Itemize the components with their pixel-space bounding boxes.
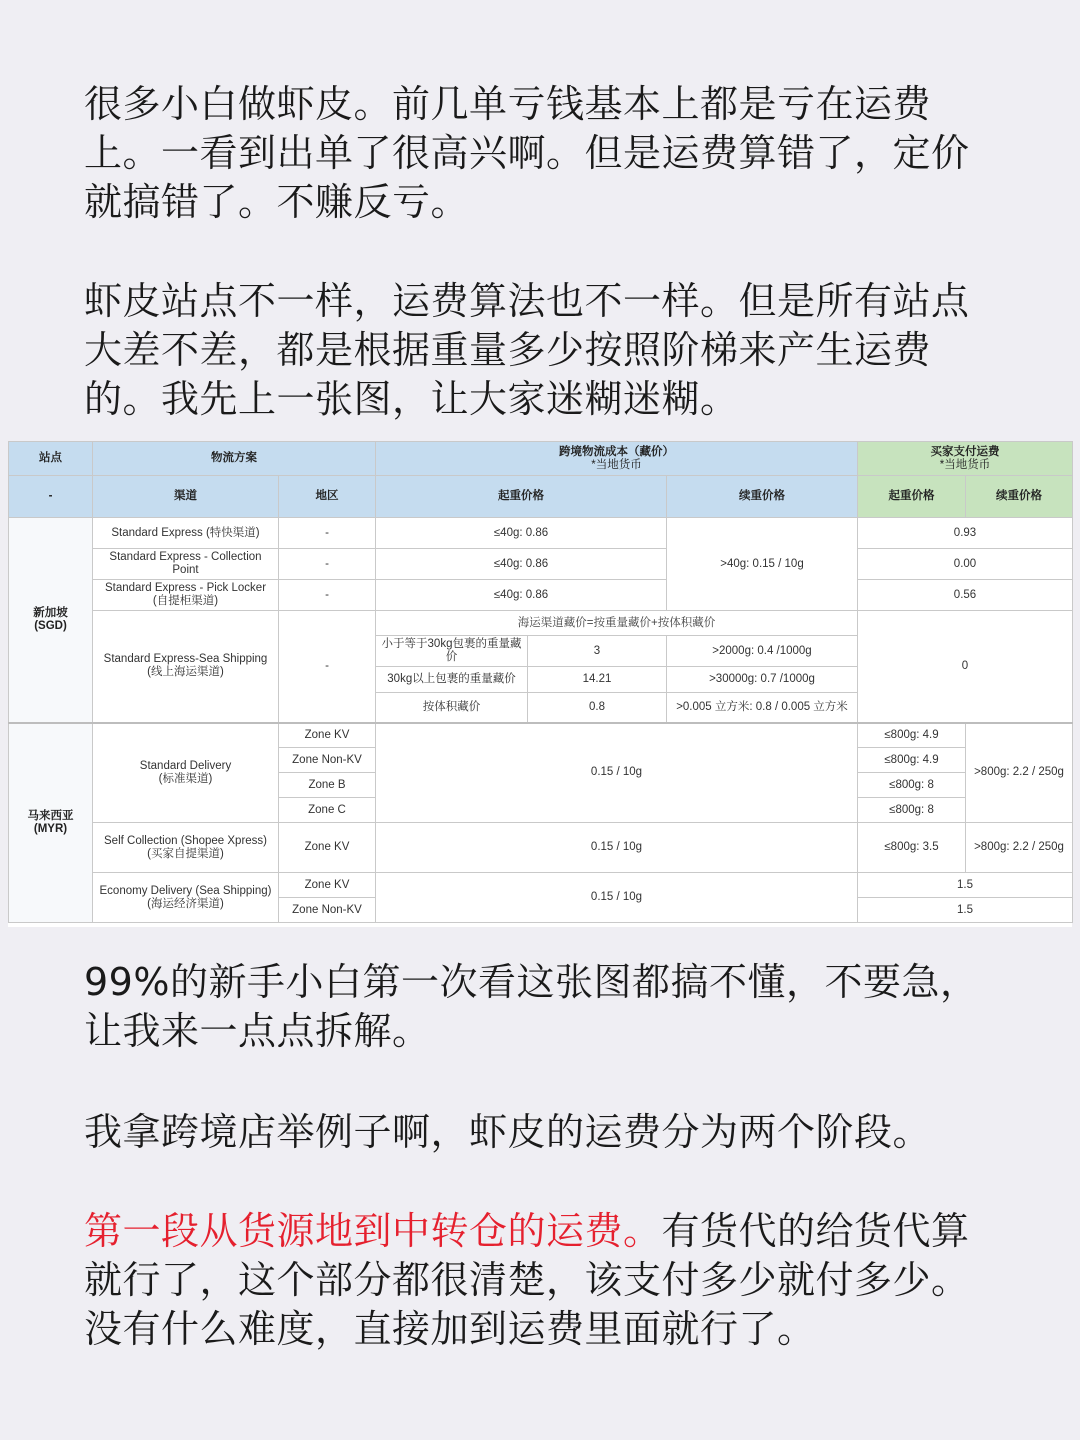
- site-singapore-name: 新加坡: [33, 606, 68, 619]
- my-standard-buyer-start-2: ≤800g: 4.9: [858, 748, 966, 773]
- header-site: 站点: [9, 442, 93, 476]
- header-buyer-start: 起重价格: [858, 476, 966, 518]
- sg-sea-start-3: 0.8: [528, 693, 667, 723]
- outro-paragraph-1: 99%的新手小白第一次看这张图都搞不懂，不要急，让我来一点点拆解。: [84, 960, 979, 1053]
- highlight-text: 第一段从货源地到中转仓的运费。: [84, 1209, 662, 1253]
- site-singapore: [9, 518, 93, 723]
- shipping-fee-table: [8, 441, 1072, 927]
- paragraph-rest-text: 有货代的给货代算就行了，这个部分都很清楚，该支付多少就付多少。没有什么难度，直接加到运费里面就行了。: [84, 1209, 970, 1351]
- sg-sea-formula: 海运渠道藏价=按重量藏价+按体积藏价: [376, 611, 858, 636]
- sg-region-1: -: [279, 518, 376, 549]
- sg-buyer-1: 0.93: [858, 518, 1073, 549]
- my-standard-buyer-start-1: ≤800g: 4.9: [858, 723, 966, 748]
- site-singapore-code: (SGD): [34, 619, 67, 632]
- header-cont-price: 续重价格: [667, 476, 858, 518]
- my-standard-cost: 0.15 / 10g: [376, 723, 858, 823]
- sg-sea-label-2: 30kg以上包裹的重量藏价: [376, 667, 528, 693]
- sg-buyer-2: 0.00: [858, 549, 1073, 580]
- my-standard-channel-en: Standard Delivery: [139, 759, 232, 772]
- my-self-buyer-start: ≤800g: 3.5: [858, 823, 966, 873]
- sg-channel-3: [93, 580, 279, 611]
- my-standard-zone-4: Zone C: [279, 798, 376, 823]
- my-economy-channel: [93, 873, 279, 923]
- header-buyer-cont: 续重价格: [966, 476, 1073, 518]
- header-channel: 渠道: [93, 476, 279, 518]
- sg-region-2: -: [279, 549, 376, 580]
- sg-sea-label-1: 小于等于30kg包裹的重量藏价: [376, 636, 528, 667]
- sg-sea-channel: [93, 611, 279, 723]
- outro-paragraph-3: [84, 1207, 1004, 1354]
- sg-channel-3-cn: (自提柜渠道): [152, 595, 219, 607]
- my-self-channel: [93, 823, 279, 873]
- my-standard-zone-1: Zone KV: [279, 723, 376, 748]
- header-cost: [376, 442, 858, 476]
- fee-table: [8, 441, 1073, 923]
- my-standard-buyer-start-4: ≤800g: 8: [858, 798, 966, 823]
- sg-express-cont: >40g: 0.15 / 10g: [667, 518, 858, 611]
- my-standard-channel: [93, 723, 279, 823]
- header-plan: 物流方案: [93, 442, 376, 476]
- my-self-cost: 0.15 / 10g: [376, 823, 858, 873]
- sg-sea-cont-1: >2000g: 0.4 /1000g: [667, 636, 858, 667]
- sg-start-1: ≤40g: 0.86: [376, 518, 667, 549]
- my-standard-zone-3: Zone B: [279, 773, 376, 798]
- sg-sea-cont-3: >0.005 立方米: 0.8 / 0.005 立方米: [667, 693, 858, 723]
- header-region: 地区: [279, 476, 376, 518]
- header-cost-sub: *当地货币: [591, 458, 642, 471]
- sg-start-2: ≤40g: 0.86: [376, 549, 667, 580]
- my-economy-channel-en: Economy Delivery (Sea Shipping): [99, 884, 272, 897]
- my-economy-channel-cn: (海运经济渠道): [147, 897, 224, 910]
- site-malaysia: [9, 723, 93, 923]
- sg-sea-channel-cn: (线上海运渠道): [147, 666, 224, 679]
- sg-buyer-3: 0.56: [858, 580, 1073, 611]
- my-standard-buyer-start-3: ≤800g: 8: [858, 773, 966, 798]
- my-economy-cost: 0.15 / 10g: [376, 873, 858, 923]
- sg-channel-3-en: Standard Express - Pick Locker: [104, 582, 267, 594]
- my-economy-buyer-1: 1.5: [858, 873, 1073, 898]
- site-malaysia-code: (MYR): [33, 822, 68, 835]
- header-start-price: 起重价格: [376, 476, 667, 518]
- sg-start-3: ≤40g: 0.86: [376, 580, 667, 611]
- sg-sea-cont-2: >30000g: 0.7 /1000g: [667, 667, 858, 693]
- intro-paragraph-1: 很多小白做虾皮。前几单亏钱基本上都是亏在运费上。一看到出单了很高兴啊。但是运费算错了，定价就搞错了。不赚反亏。: [84, 82, 970, 224]
- header-buyer: [858, 442, 1073, 476]
- sg-sea-buyer: 0: [858, 611, 1073, 723]
- header-dash: -: [9, 476, 93, 518]
- my-self-channel-en: Self Collection (Shopee Xpress): [104, 834, 267, 847]
- header-buyer-title: 买家支付运费: [930, 445, 1000, 458]
- site-malaysia-name: 马来西亚: [27, 809, 74, 822]
- my-economy-zone-2: Zone Non-KV: [279, 898, 376, 923]
- outro-paragraph-2: 我拿跨境店举例子啊，虾皮的运费分为两个阶段。: [84, 1110, 932, 1154]
- sg-sea-start-1: 3: [528, 636, 667, 667]
- sg-region-3: -: [279, 580, 376, 611]
- header-buyer-sub: *当地货币: [939, 458, 991, 471]
- my-standard-channel-cn: (标准渠道): [158, 772, 213, 785]
- sg-sea-start-2: 14.21: [528, 667, 667, 693]
- my-economy-zone-1: Zone KV: [279, 873, 376, 898]
- my-self-zone: Zone KV: [279, 823, 376, 873]
- sg-sea-channel-en: Standard Express-Sea Shipping: [103, 653, 268, 666]
- my-self-channel-cn: (买家自提渠道): [147, 847, 224, 860]
- my-economy-buyer-2: 1.5: [858, 898, 1073, 923]
- intro-paragraph-2: 虾皮站点不一样，运费算法也不一样。但是所有站点大差不差，都是根据重量多少按照阶梯来产生运费的。我先上一张图，让大家迷糊迷糊。: [84, 279, 970, 421]
- my-self-buyer-cont: >800g: 2.2 / 250g: [966, 823, 1073, 873]
- my-standard-zone-2: Zone Non-KV: [279, 748, 376, 773]
- sg-sea-region: -: [279, 611, 376, 723]
- sg-sea-label-3: 按体积藏价: [376, 693, 528, 723]
- sg-channel-1: Standard Express (特快渠道): [93, 518, 279, 549]
- my-standard-buyer-cont: >800g: 2.2 / 250g: [966, 723, 1073, 823]
- header-cost-title: 跨境物流成本（藏价）: [559, 445, 674, 458]
- sg-channel-2: Standard Express - Collection Point: [93, 549, 279, 580]
